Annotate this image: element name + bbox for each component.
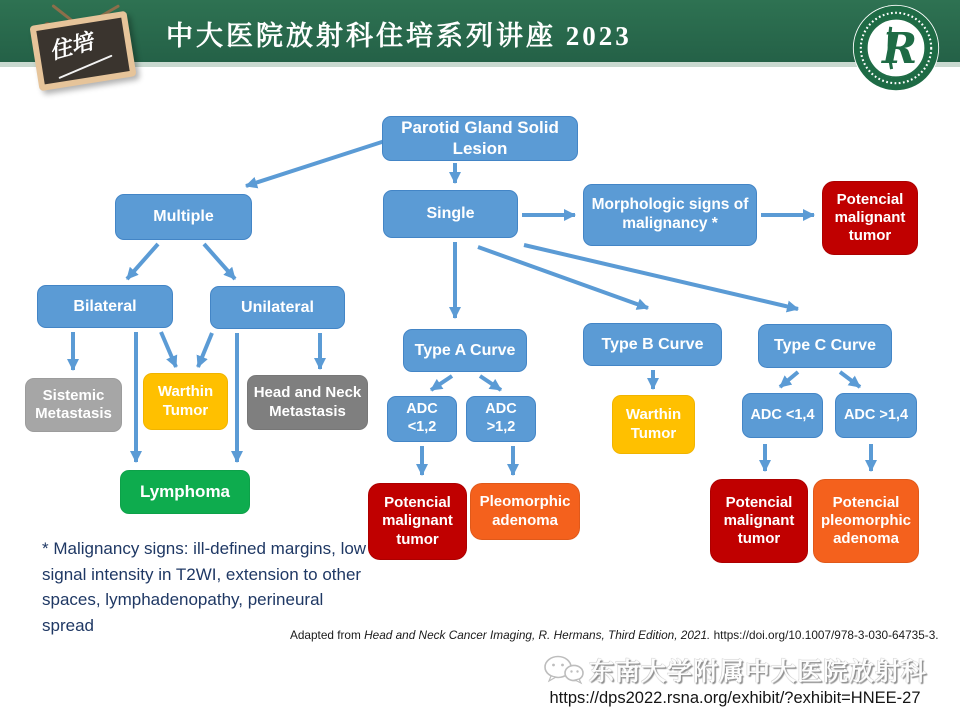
- node-multiple: Multiple: [115, 194, 252, 240]
- node-type-c-curve: Type C Curve: [758, 324, 892, 368]
- node-warthin-tumor-left: Warthin Tumor: [143, 373, 228, 430]
- node-parotid-gland-solid-lesion: Parotid Gland Solid Lesion: [382, 116, 578, 161]
- malignancy-signs-footnote: * Malignancy signs: ill-defined margins, low signal intensity in T2WI, extension to other spaces, lymphadenopathy, perineural spread: [42, 539, 367, 635]
- node-adc-gt-1-4: ADC >1,4: [835, 393, 917, 438]
- node-adc-lt-1-4: ADC <1,4: [742, 393, 823, 438]
- header-strip: [0, 62, 960, 67]
- arrow: [246, 140, 388, 186]
- page-title: 中大医院放射科住培系列讲座 2023: [166, 21, 632, 51]
- node-potencial-pleomorphic-adenoma: Potencial pleomorphic adenoma: [813, 479, 919, 563]
- node-pleomorphic-adenoma: Pleomorphic adenoma: [470, 483, 580, 540]
- node-lymphoma: Lymphoma: [120, 470, 250, 514]
- node-potencial-malignant-tumor-right: Potencial malignant tumor: [710, 479, 808, 563]
- arrow: [198, 333, 212, 367]
- node-morphologic-signs: Morphologic signs of malignancy *: [583, 184, 757, 246]
- footer-organization: 东南大学附属中大医院放射科: [588, 658, 927, 686]
- arrow: [204, 244, 235, 279]
- blackboard-badge: [26, 2, 136, 86]
- node-sistemic-metastasis: Sistemic Metastasis: [25, 378, 122, 432]
- node-head-and-neck-metastasis: Head and Neck Metastasis: [247, 375, 368, 430]
- node-unilateral: Unilateral: [210, 286, 345, 329]
- arrow: [780, 372, 798, 387]
- node-potencial-malignant-tumor-top: Potencial malignant tumor: [822, 181, 918, 255]
- blackboard-icon: [29, 11, 136, 92]
- attribution-doi: https://doi.org/10.1007/978-3-030-64735-3.: [710, 628, 939, 642]
- wechat-icon: [543, 655, 585, 685]
- arrow: [840, 372, 860, 387]
- arrow: [127, 244, 158, 279]
- arrow: [161, 332, 176, 367]
- attribution-book-title: Head and Neck Cancer Imaging, R. Hermans, Third Edition, 2021.: [364, 628, 711, 642]
- node-adc-lt-1-2: ADC <1,2: [387, 396, 457, 442]
- attribution-prefix: Adapted from: [290, 628, 365, 642]
- node-adc-gt-1-2: ADC >1,2: [466, 396, 536, 442]
- node-bilateral: Bilateral: [37, 285, 173, 328]
- footer-url: https://dps2022.rsna.org/exhibit/?exhibit=HNEE-27: [549, 689, 921, 707]
- node-potencial-malignant-tumor-mid: Potencial malignant tumor: [368, 483, 467, 560]
- arrow: [480, 376, 501, 390]
- footer: [520, 652, 950, 708]
- source-attribution: [290, 628, 950, 642]
- node-single: Single: [383, 190, 518, 238]
- node-type-a-curve: Type A Curve: [403, 329, 527, 372]
- arrow: [431, 376, 452, 390]
- node-warthin-tumor-mid: Warthin Tumor: [612, 395, 695, 454]
- logo-letter: R: [881, 22, 918, 73]
- radiology-department-seal-logo: [852, 4, 940, 92]
- node-type-b-curve: Type B Curve: [583, 323, 722, 366]
- badge-label: 住培: [46, 29, 96, 66]
